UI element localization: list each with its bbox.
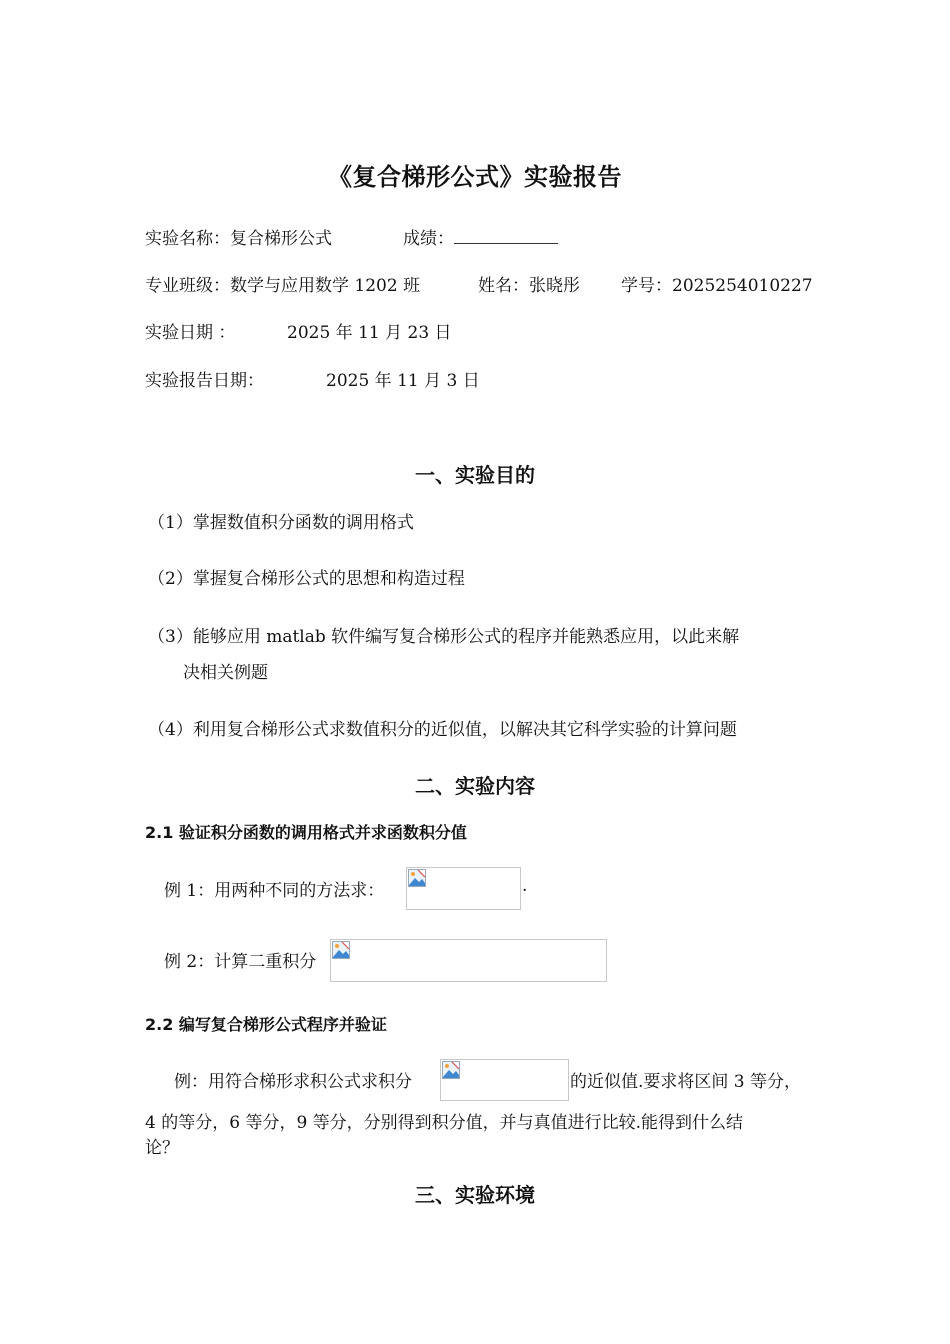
report-date-label: 实验报告日期： bbox=[145, 371, 264, 391]
grade-label: 成绩： bbox=[403, 229, 454, 249]
example-3-text: 例：用符合梯形求积公式求积分 bbox=[174, 1072, 412, 1092]
experiment-name-value: 复合梯形公式 bbox=[230, 229, 332, 249]
experiment-name-label: 实验名称： bbox=[145, 229, 230, 249]
subsection-heading: 2.2 编写复合梯形公式程序并验证 bbox=[145, 1015, 387, 1034]
grade-blank bbox=[454, 229, 558, 244]
section-heading-content: 二、实验内容 bbox=[415, 774, 535, 798]
purpose-item-continuation: 决相关例题 bbox=[183, 663, 268, 683]
purpose-item: （2）掌握复合梯形公式的思想和构造过程 bbox=[148, 569, 465, 589]
student-name-value: 张晓彤 bbox=[529, 276, 580, 296]
purpose-item: （3）能够应用 matlab 软件编写复合梯形公式的程序并能熟悉应用，以此来解 bbox=[148, 627, 740, 647]
experiment-date-value: 2025 年 11 月 23 日 bbox=[287, 323, 452, 343]
class-row bbox=[145, 271, 420, 296]
section-heading-purpose: 一、实验目的 bbox=[415, 463, 535, 487]
grade-row bbox=[403, 224, 558, 249]
example-1-text: 例 1：用两种不同的方法求： bbox=[164, 881, 385, 901]
example-2-text: 例 2：计算二重积分 bbox=[164, 952, 317, 972]
class-value: 数学与应用数学 1202 班 bbox=[230, 276, 421, 296]
student-name-row bbox=[478, 271, 580, 296]
subsection-heading: 2.1 验证积分函数的调用格式并求函数积分值 bbox=[145, 823, 467, 842]
broken-image-icon bbox=[442, 1061, 460, 1079]
example-3-line-2: 4 的等分，6 等分，9 等分，分别得到积分值，并与真值进行比较.能得到什么结 bbox=[145, 1113, 744, 1133]
student-id-row bbox=[621, 271, 813, 296]
experiment-date-label: 实验日期 ： bbox=[145, 323, 236, 343]
experiment-name-row bbox=[145, 224, 332, 249]
class-label: 专业班级： bbox=[145, 276, 230, 296]
report-title: 《复合梯形公式》实验报告 bbox=[328, 163, 622, 191]
example-1-suffix: . bbox=[522, 876, 528, 896]
section-heading-environment: 三、实验环境 bbox=[415, 1183, 535, 1207]
formula-image bbox=[406, 867, 521, 910]
formula-image bbox=[440, 1059, 569, 1101]
student-id-label: 学号： bbox=[621, 276, 672, 296]
purpose-item: （1）掌握数值积分函数的调用格式 bbox=[148, 513, 414, 533]
student-id-value: 2025254010227 bbox=[672, 276, 813, 296]
purpose-item: （4）利用复合梯形公式求数值积分的近似值，以解决其它科学实验的计算问题 bbox=[148, 720, 737, 740]
formula-image bbox=[330, 939, 607, 982]
student-name-label: 姓名： bbox=[478, 276, 529, 296]
broken-image-icon bbox=[332, 941, 350, 959]
report-date-value: 2025 年 11 月 3 日 bbox=[326, 371, 480, 391]
example-3-line-3: 论？ bbox=[145, 1138, 179, 1158]
example-3-suffix: 的近似值.要求将区间 3 等分， bbox=[570, 1072, 802, 1092]
broken-image-icon bbox=[408, 869, 426, 887]
